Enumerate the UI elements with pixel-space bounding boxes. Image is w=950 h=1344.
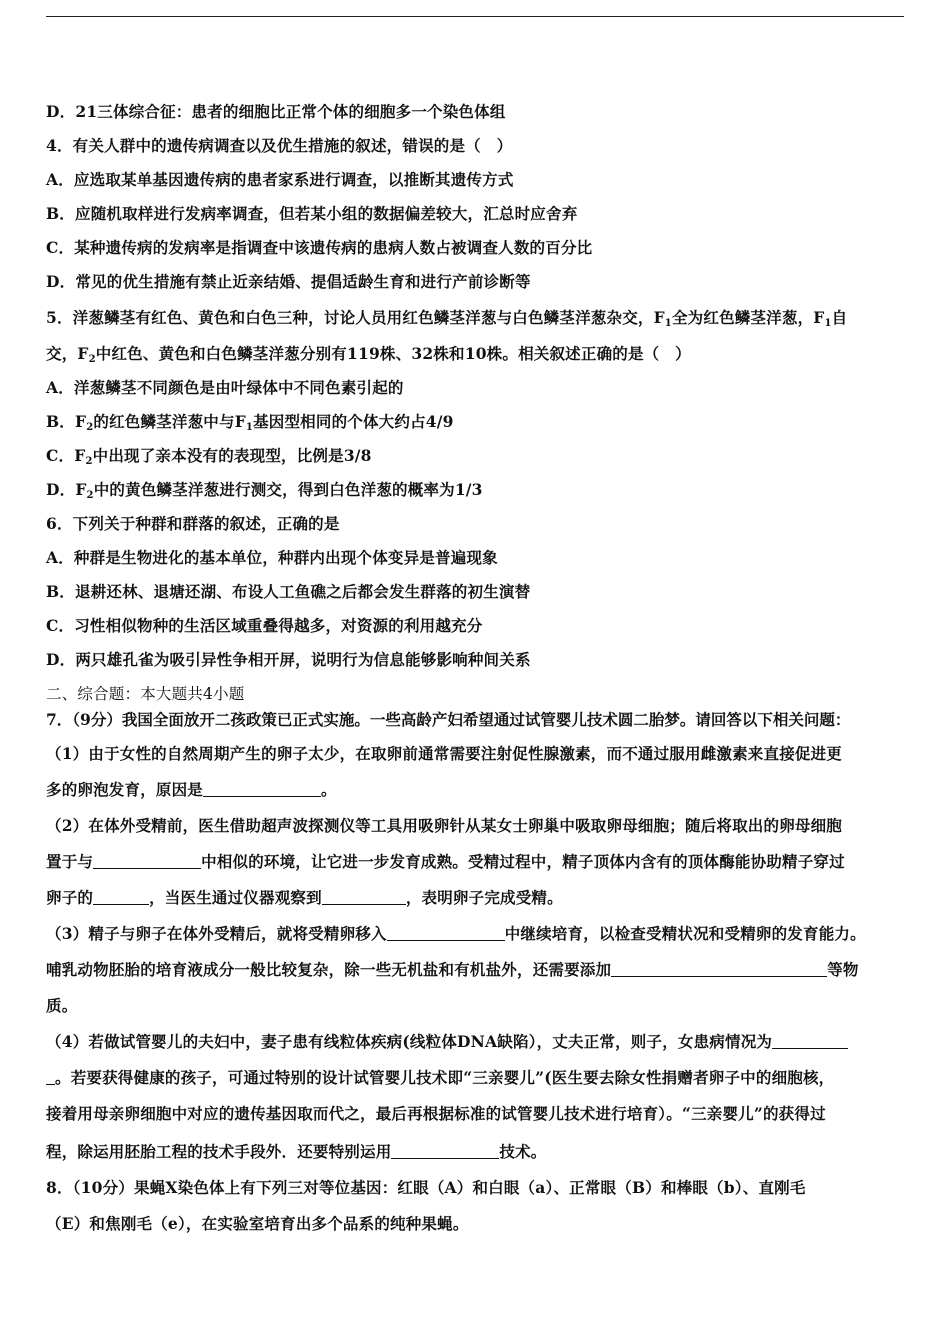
q4-option-d: D．常见的优生措施有禁止近亲结婚、提倡适龄生育和进行产前诊断等	[46, 272, 531, 291]
answer-blank[interactable]	[93, 852, 201, 869]
q5-option-c: C．$F_2$中出现了亲本没有的表现型，比例是3/8	[46, 446, 372, 467]
q7-part4-line3: 接着用母亲卵细胞中对应的遗传基因取而代之，最后再根据标准的试管婴儿技术进行培育）。“三亲婴儿”的获得过	[46, 1104, 826, 1123]
q7-part1-line2: 多的卵泡发育，原因是 。	[46, 780, 337, 799]
answer-blank[interactable]	[203, 780, 321, 797]
q7-part2-line3: 卵子的 ，当医生通过仪器观察到 ，表明卵子完成受精。	[46, 888, 563, 907]
q8-stem-line1: 8．（10分）果蝇X染色体上有下列三对等位基因：红眼（A）和白眼（a）、正常眼（B）和棒眼（b）、直刚毛	[46, 1178, 806, 1197]
q7-part4-line4: 程，除运用胚胎工程的技术手段外．还要特别运用 技术。	[46, 1142, 547, 1161]
q7-part3-line1: （3）精子与卵子在体外受精后，就将受精卵移入 中继续培育，以检查受精状况和受精卵的发育能力。	[46, 924, 866, 943]
q7-part2-line1: （2）在体外受精前，医生借助超声波探测仪等工具用吸卵针从某女士卵巢中吸取卵母细胞；随后将取出的卵母细胞	[46, 816, 842, 835]
q5-stem-line2: 交，$F_2$中红色、黄色和白色鳞茎洋葱分别有119株、32株和10株。相关叙述正确的是（ ）	[46, 344, 691, 365]
q7-part1-line1: （1）由于女性的自然周期产生的卵子太少，在取卵前通常需要注射促性腺激素，而不通过服用雌激素来直接促进更	[46, 744, 842, 763]
q6-option-c: C．习性相似物种的生活区域重叠得越多，对资源的利用越充分	[46, 616, 483, 635]
q7-stem: 7．（9分）我国全面放开二孩政策已正式实施。一些高龄产妇希望通过试管婴儿技术圆二胎梦。请回答以下相关问题：	[46, 710, 851, 729]
q7-part3-line3: 质。	[46, 996, 78, 1015]
q5-option-d: D．$F_2$中的黄色鳞茎洋葱进行测交，得到白色洋葱的概率为1/3	[46, 480, 483, 501]
section-heading: 二、综合题：本大题共4小题	[46, 685, 245, 703]
answer-blank[interactable]	[93, 888, 149, 905]
answer-blank[interactable]	[772, 1032, 848, 1049]
q7-part4-line1: （4）若做试管婴儿的夫妇中，妻子患有线粒体疾病(线粒体DNA缺陷），丈夫正常，则子，女患病情况为	[46, 1032, 848, 1052]
q4-option-a: A．应选取某单基因遗传病的患者家系进行调查，以推断其遗传方式	[46, 170, 514, 189]
q6-option-d: D．两只雄孔雀为吸引异性争相开屏，说明行为信息能够影响种间关系	[46, 650, 531, 669]
q5-option-b: B．$F_2$的红色鳞茎洋葱中与$F_1$基因型相同的个体大约占4/9	[46, 412, 454, 433]
answer-blank[interactable]	[387, 924, 505, 941]
q6-option-b: B．退耕还林、退塘还湖、布设人工鱼礁之后都会发生群落的初生演替	[46, 582, 531, 601]
answer-blank[interactable]	[46, 1068, 55, 1085]
answer-blank[interactable]	[611, 960, 827, 977]
header-rule	[46, 16, 904, 17]
q7-part3-line2: 哺乳动物胚胎的培育液成分一般比较复杂，除一些无机盐和有机盐外，还需要添加 等物	[46, 960, 859, 979]
q5-option-a: A．洋葱鳞茎不同颜色是由叶绿体中不同色素引起的	[46, 378, 404, 397]
q8-stem-line2: （E）和焦刚毛（e），在实验室培育出多个品系的纯种果蝇。	[46, 1214, 469, 1233]
q6-stem: 6．下列关于种群和群落的叙述，正确的是	[46, 514, 340, 533]
q4-option-c: C．某种遗传病的发病率是指调查中该遗传病的患病人数占被调查人数的百分比	[46, 238, 593, 257]
q6-option-a: A．种群是生物进化的基本单位，种群内出现个体变异是普遍现象	[46, 548, 498, 567]
answer-blank[interactable]	[322, 888, 406, 905]
q4-stem: 4．有关人群中的遗传病调查以及优生措施的叙述，错误的是（ ）	[46, 136, 513, 155]
answer-blank[interactable]	[391, 1142, 499, 1159]
q7-part2-line2: 置于与 中相似的环境，让它进一步发育成熟。受精过程中，精子顶体内含有的顶体酶能协助精子穿过	[46, 852, 845, 871]
q5-stem-line1: 5．洋葱鳞茎有红色、黄色和白色三种，讨论人员用红色鳞茎洋葱与白色鳞茎洋葱杂交，$F_1$全为红色鳞茎洋葱，$F_1$自	[46, 308, 848, 329]
q3-option-d: D．21三体综合征：患者的细胞比正常个体的细胞多一个染色体组	[46, 102, 506, 121]
q4-option-b: B．应随机取样进行发病率调查，但若某小组的数据偏差较大，汇总时应舍弃	[46, 204, 578, 223]
q7-part4-line2: 。若要获得健康的孩子，可通过特别的设计试管婴儿技术即“三亲婴儿”(医生要去除女性捐赠者卵子中的细胞核，	[46, 1068, 834, 1088]
